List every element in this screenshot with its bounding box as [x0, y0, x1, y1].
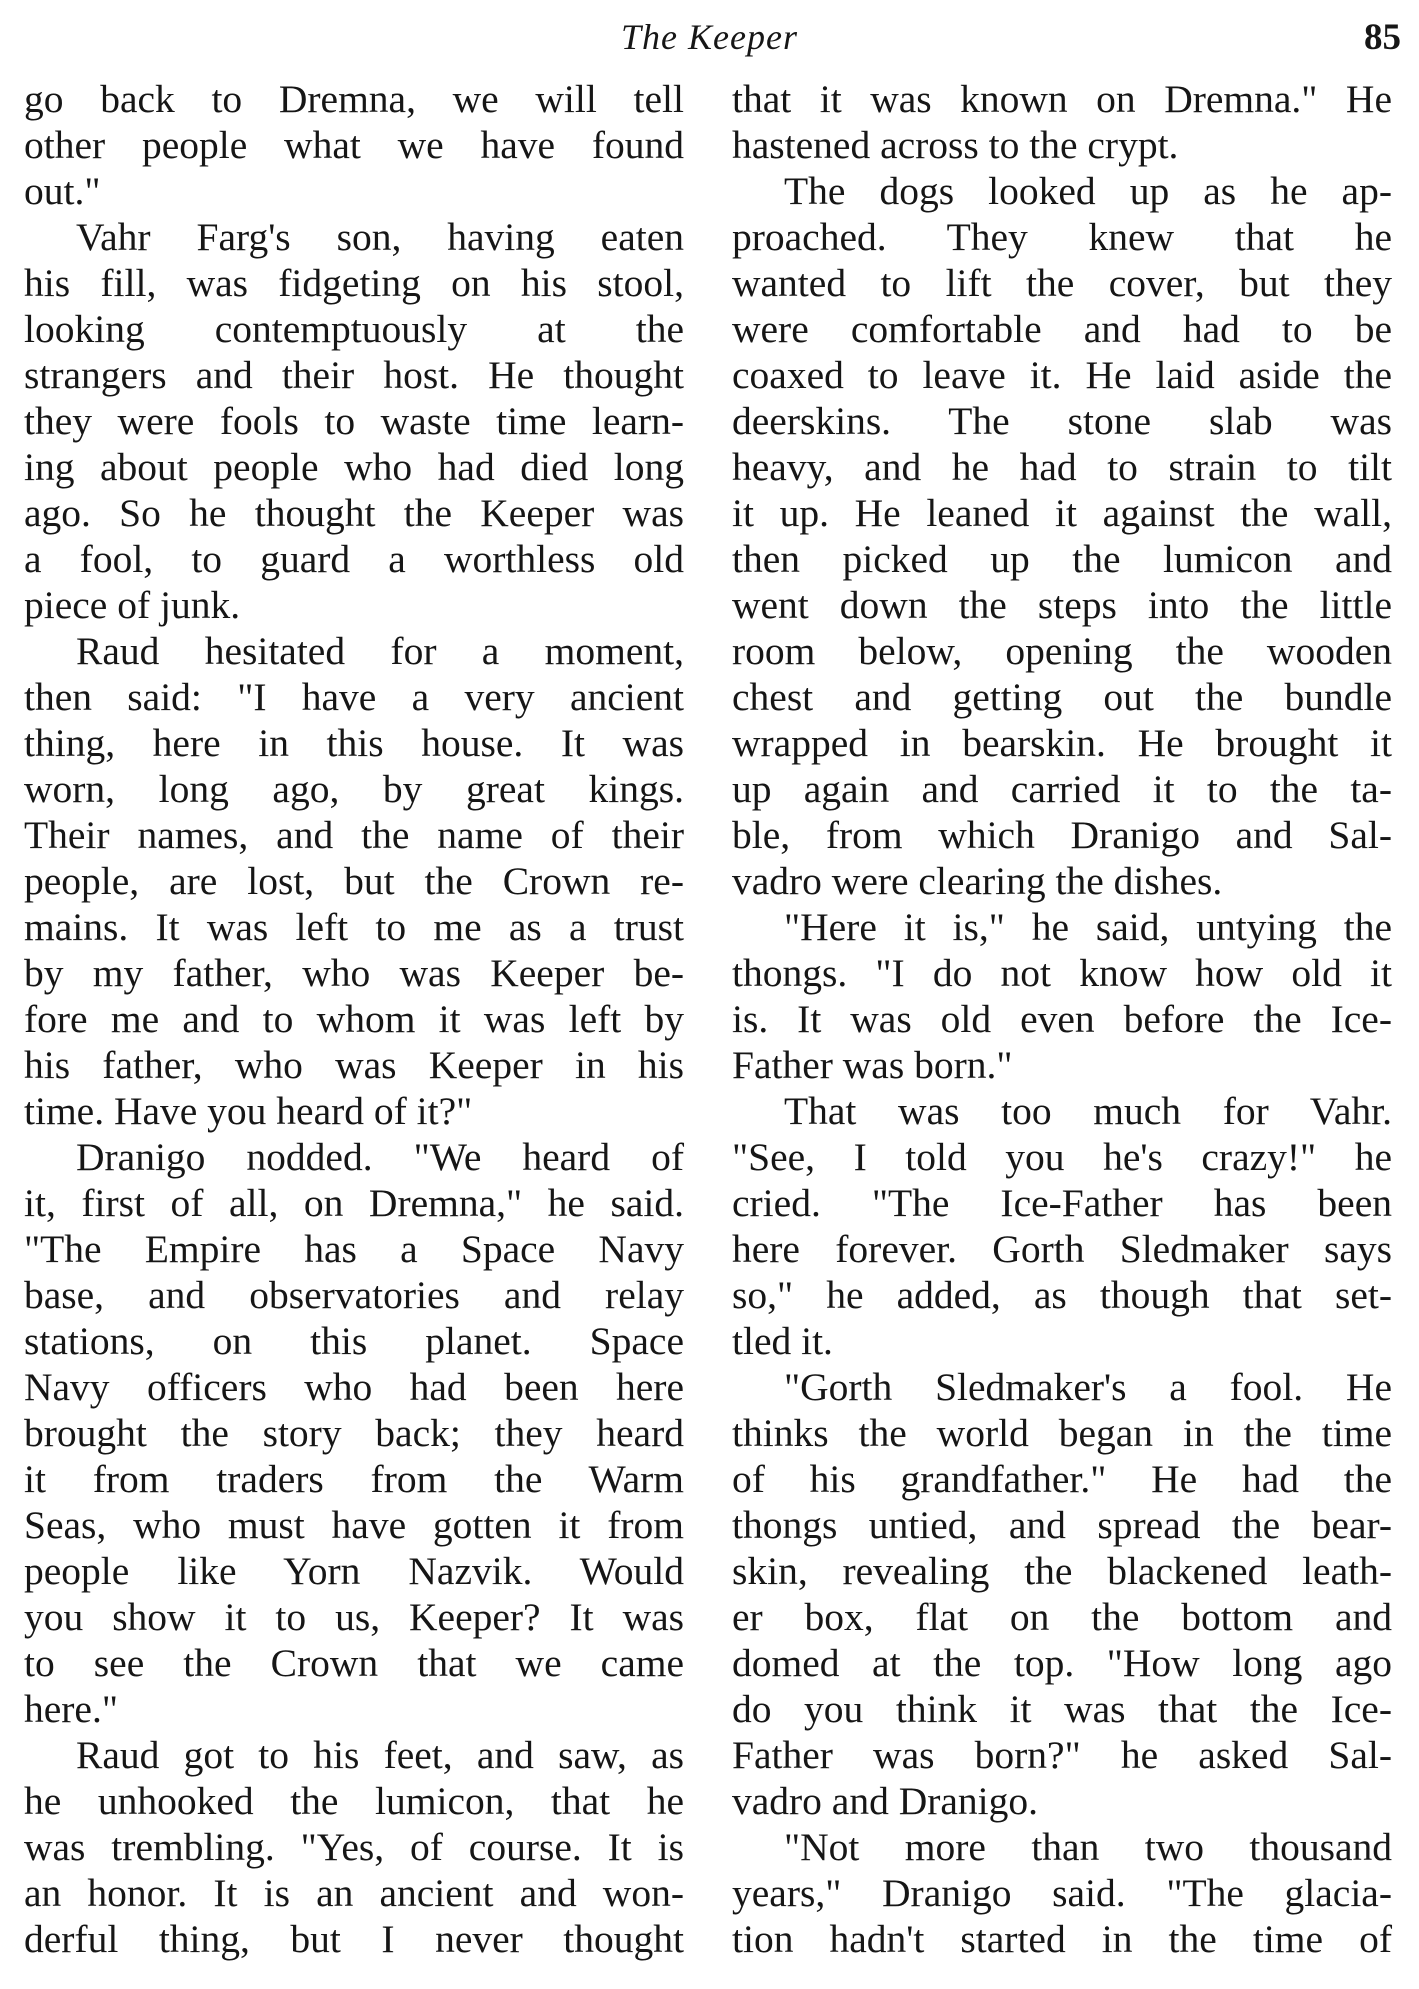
text-line: worn, long ago, by great kings.: [24, 767, 684, 811]
text-line: Vahr Farg's son, having eaten: [76, 215, 684, 259]
text-line: went down the steps into the little: [732, 583, 1392, 627]
text-line: skin, revealing the blackened leath-: [732, 1549, 1392, 1593]
page-header: [0, 16, 1419, 66]
text-line: a fool, to guard a worthless old: [24, 537, 684, 581]
text-line: go back to Dremna, we will tell: [24, 77, 684, 121]
text-line: chest and getting out the bundle: [732, 675, 1392, 719]
right-text-column: [732, 76, 1392, 1962]
text-line: "Gorth Sledmaker's a fool. He: [784, 1365, 1392, 1409]
text-line: people like Yorn Nazvik. Would: [24, 1549, 684, 1593]
text-line: ago. So he thought the Keeper was: [24, 491, 684, 535]
text-line: time. Have you heard of it?": [24, 1089, 473, 1133]
text-line: vadro were clearing the dishes.: [732, 859, 1223, 903]
text-line: deerskins. The stone slab was: [732, 399, 1392, 443]
text-line: his fill, was fidgeting on his stool,: [24, 261, 684, 305]
text-line: piece of junk.: [24, 583, 241, 627]
text-line: hastened across to the crypt.: [732, 123, 1179, 167]
text-line: strangers and their host. He thought: [24, 353, 684, 397]
text-line: mains. It was left to me as a trust: [24, 905, 684, 949]
text-line: room below, opening the wooden: [732, 629, 1392, 673]
text-line: thongs untied, and spread the bear-: [732, 1503, 1392, 1547]
text-line: Raud hesitated for a moment,: [76, 629, 684, 673]
text-line: is. It was old even before the Ice-: [732, 997, 1392, 1041]
text-line: Dranigo nodded. "We heard of: [76, 1135, 684, 1179]
text-line: derful thing, but I never thought: [24, 1917, 684, 1961]
text-line: thing, here in this house. It was: [24, 721, 684, 765]
text-line: years," Dranigo said. "The glacia-: [732, 1871, 1392, 1915]
text-line: tled it.: [732, 1319, 833, 1363]
text-line: they were fools to waste time learn-: [24, 399, 684, 443]
text-line: out.": [24, 169, 101, 213]
text-line: ing about people who had died long: [24, 445, 684, 489]
text-line: Raud got to his feet, and saw, as: [76, 1733, 684, 1777]
text-line: he unhooked the lumicon, that he: [24, 1779, 684, 1823]
text-line: you show it to us, Keeper? It was: [24, 1595, 684, 1639]
text-line: proached. They knew that he: [732, 215, 1392, 259]
text-line: coaxed to leave it. He laid aside the: [732, 353, 1392, 397]
text-line: heavy, and he had to strain to tilt: [732, 445, 1392, 489]
text-line: so," he added, as though that set-: [732, 1273, 1392, 1317]
text-line: wanted to lift the cover, but they: [732, 261, 1392, 305]
text-line: base, and observatories and relay: [24, 1273, 684, 1317]
text-line: by my father, who was Keeper be-: [24, 951, 684, 995]
text-line: it up. He leaned it against the wall,: [732, 491, 1392, 535]
text-line: it, first of all, on Dremna," he said.: [24, 1181, 684, 1225]
text-line: wrapped in bearskin. He brought it: [732, 721, 1392, 765]
text-line: were comfortable and had to be: [732, 307, 1392, 351]
text-line: cried. "The Ice-Father has been: [732, 1181, 1392, 1225]
text-line: to see the Crown that we came: [24, 1641, 684, 1685]
text-line: The dogs looked up as he ap-: [784, 169, 1392, 213]
text-line: "Here it is," he said, untying the: [784, 905, 1392, 949]
page-number: 85: [1364, 17, 1401, 58]
text-line: brought the story back; they heard: [24, 1411, 684, 1455]
text-line: other people what we have found: [24, 123, 684, 167]
text-line: Their names, and the name of their: [24, 813, 684, 857]
text-line: then picked up the lumicon and: [732, 537, 1392, 581]
text-line: ble, from which Dranigo and Sal-: [732, 813, 1392, 857]
text-line: stations, on this planet. Space: [24, 1319, 684, 1363]
text-line: fore me and to whom it was left by: [24, 997, 684, 1041]
text-line: "The Empire has a Space Navy: [24, 1227, 684, 1271]
text-line: people, are lost, but the Crown re-: [24, 859, 684, 903]
left-text-column: [24, 76, 684, 1962]
text-line: er box, flat on the bottom and: [732, 1595, 1392, 1639]
text-line: Father was born.": [732, 1043, 1013, 1087]
text-line: tion hadn't started in the time of: [732, 1917, 1392, 1961]
text-line: thinks the world began in the time: [732, 1411, 1392, 1455]
text-line: domed at the top. "How long ago: [732, 1641, 1392, 1685]
text-line: looking contemptuously at the: [24, 307, 684, 351]
text-line: Seas, who must have gotten it from: [24, 1503, 684, 1547]
text-line: of his grandfather." He had the: [732, 1457, 1392, 1501]
text-line: here forever. Gorth Sledmaker says: [732, 1227, 1392, 1271]
text-line: "Not more than two thousand: [784, 1825, 1392, 1869]
text-line: an honor. It is an ancient and won-: [24, 1871, 684, 1915]
text-line: here.": [24, 1687, 118, 1731]
text-line: it from traders from the Warm: [24, 1457, 684, 1501]
text-line: That was too much for Vahr.: [784, 1089, 1392, 1133]
text-line: do you think it was that the Ice-: [732, 1687, 1392, 1731]
text-line: thongs. "I do not know how old it: [732, 951, 1392, 995]
text-line: was trembling. "Yes, of course. It is: [24, 1825, 684, 1869]
running-title: The Keeper: [621, 17, 798, 57]
text-line: that it was known on Dremna." He: [732, 77, 1392, 121]
text-line: Father was born?" he asked Sal-: [732, 1733, 1392, 1777]
text-line: Navy officers who had been here: [24, 1365, 684, 1409]
text-line: then said: "I have a very ancient: [24, 675, 684, 719]
text-line: his father, who was Keeper in his: [24, 1043, 684, 1087]
text-line: vadro and Dranigo.: [732, 1779, 1039, 1823]
text-line: "See, I told you he's crazy!" he: [732, 1135, 1392, 1179]
text-line: up again and carried it to the ta-: [732, 767, 1392, 811]
